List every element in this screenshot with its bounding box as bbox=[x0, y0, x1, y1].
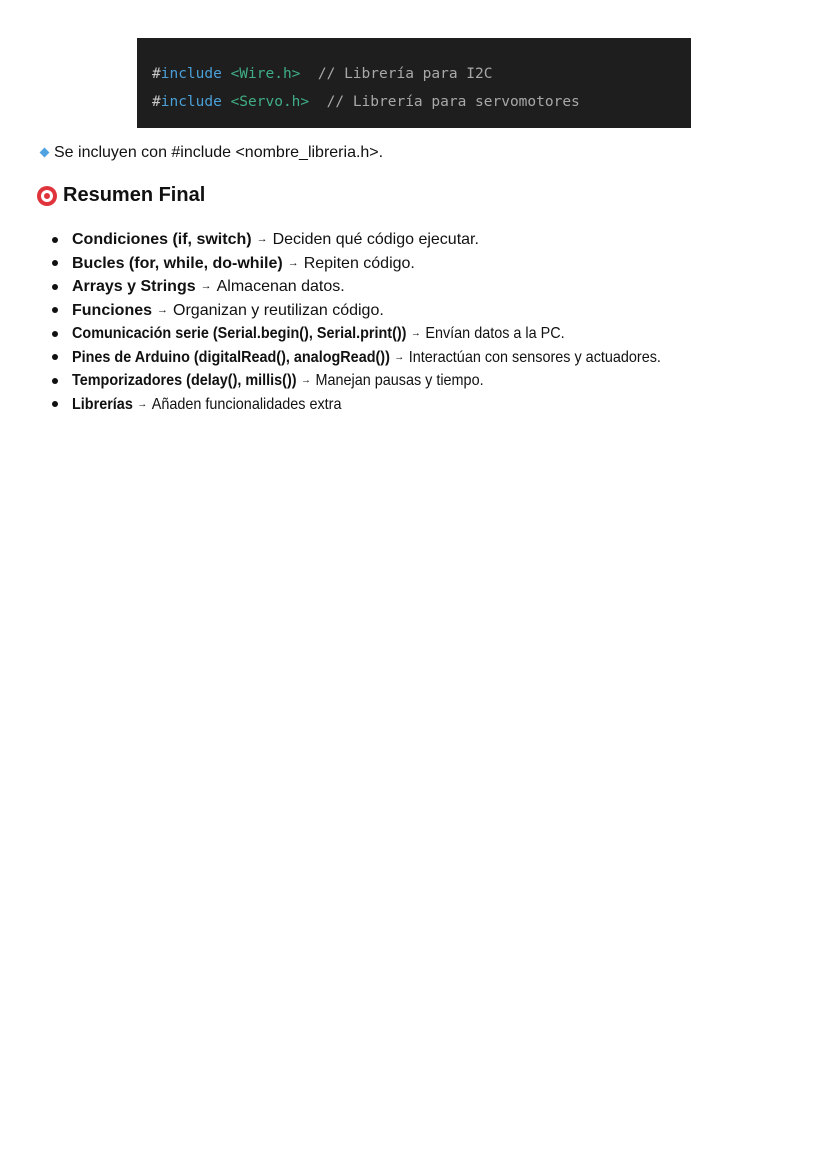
list-item bbox=[52, 299, 726, 323]
arrow-icon: → bbox=[137, 397, 148, 410]
item-term: Comunicación serie (Serial.begin(), Serial.print()) bbox=[72, 325, 407, 342]
item-term: Librerías bbox=[72, 395, 133, 413]
item-term: Condiciones (if, switch) bbox=[72, 231, 252, 248]
list-item bbox=[52, 275, 726, 299]
bullet-icon bbox=[52, 307, 58, 313]
arrow-icon: → bbox=[256, 233, 268, 245]
bullet-icon bbox=[52, 378, 58, 384]
arrow-icon: → bbox=[301, 374, 311, 386]
list-item bbox=[52, 252, 726, 276]
item-desc: Deciden qué código ejecutar. bbox=[272, 231, 479, 248]
item-term: Temporizadores (delay(), millis()) bbox=[72, 372, 297, 389]
code-line bbox=[152, 88, 691, 116]
summary-list bbox=[52, 228, 726, 416]
code-block bbox=[137, 38, 691, 128]
arrow-icon: → bbox=[200, 280, 212, 292]
item-term: Arrays y Strings bbox=[72, 278, 196, 295]
item-term: Funciones bbox=[72, 301, 153, 319]
arrow-icon: → bbox=[410, 327, 421, 339]
bullet-icon bbox=[52, 354, 58, 360]
item-desc: Repiten código. bbox=[303, 254, 415, 272]
target-icon bbox=[37, 186, 57, 206]
bullet-icon bbox=[52, 401, 58, 407]
item-term: Pines de Arduino (digitalRead(), analogRead()) bbox=[72, 348, 390, 366]
bullet-icon bbox=[52, 237, 58, 243]
code-keyword: include bbox=[160, 66, 222, 82]
arrow-icon: → bbox=[287, 256, 299, 269]
list-item bbox=[52, 228, 726, 252]
item-desc: Interactúan con sensores y actuadores. bbox=[408, 348, 661, 366]
code-hash: # bbox=[152, 94, 161, 110]
item-desc: Manejan pausas y tiempo. bbox=[315, 372, 484, 389]
list-item bbox=[52, 393, 726, 417]
item-desc: Almacenan datos. bbox=[216, 278, 345, 295]
bullet-icon bbox=[52, 260, 58, 266]
bullet-icon bbox=[52, 331, 58, 337]
section-heading bbox=[37, 184, 205, 207]
include-note bbox=[41, 144, 383, 162]
item-desc: Añaden funcionalidades extra bbox=[151, 395, 342, 413]
arrow-icon: → bbox=[394, 350, 405, 363]
item-desc: Envían datos a la PC. bbox=[425, 325, 565, 342]
code-comment: // Librería para servomotores bbox=[326, 94, 580, 110]
item-term: Bucles (for, while, do-while) bbox=[72, 254, 283, 272]
code-keyword: include bbox=[160, 94, 222, 110]
code-hash: # bbox=[152, 66, 161, 82]
arrow-icon: → bbox=[157, 303, 169, 316]
list-item bbox=[52, 346, 726, 370]
list-item bbox=[52, 369, 726, 393]
note-text: Se incluyen con #include <nombre_libreria.h>. bbox=[54, 144, 384, 161]
heading-text: Resumen Final bbox=[63, 184, 206, 206]
code-comment: // Librería para I2C bbox=[317, 66, 493, 82]
bullet-icon bbox=[52, 284, 58, 290]
code-header: <Servo.h> bbox=[230, 94, 310, 110]
item-desc: Organizan y reutilizan código. bbox=[173, 301, 384, 319]
code-line bbox=[152, 60, 691, 88]
code-header: <Wire.h> bbox=[230, 66, 301, 82]
list-item bbox=[52, 322, 726, 346]
blue-diamond-icon bbox=[40, 147, 50, 157]
